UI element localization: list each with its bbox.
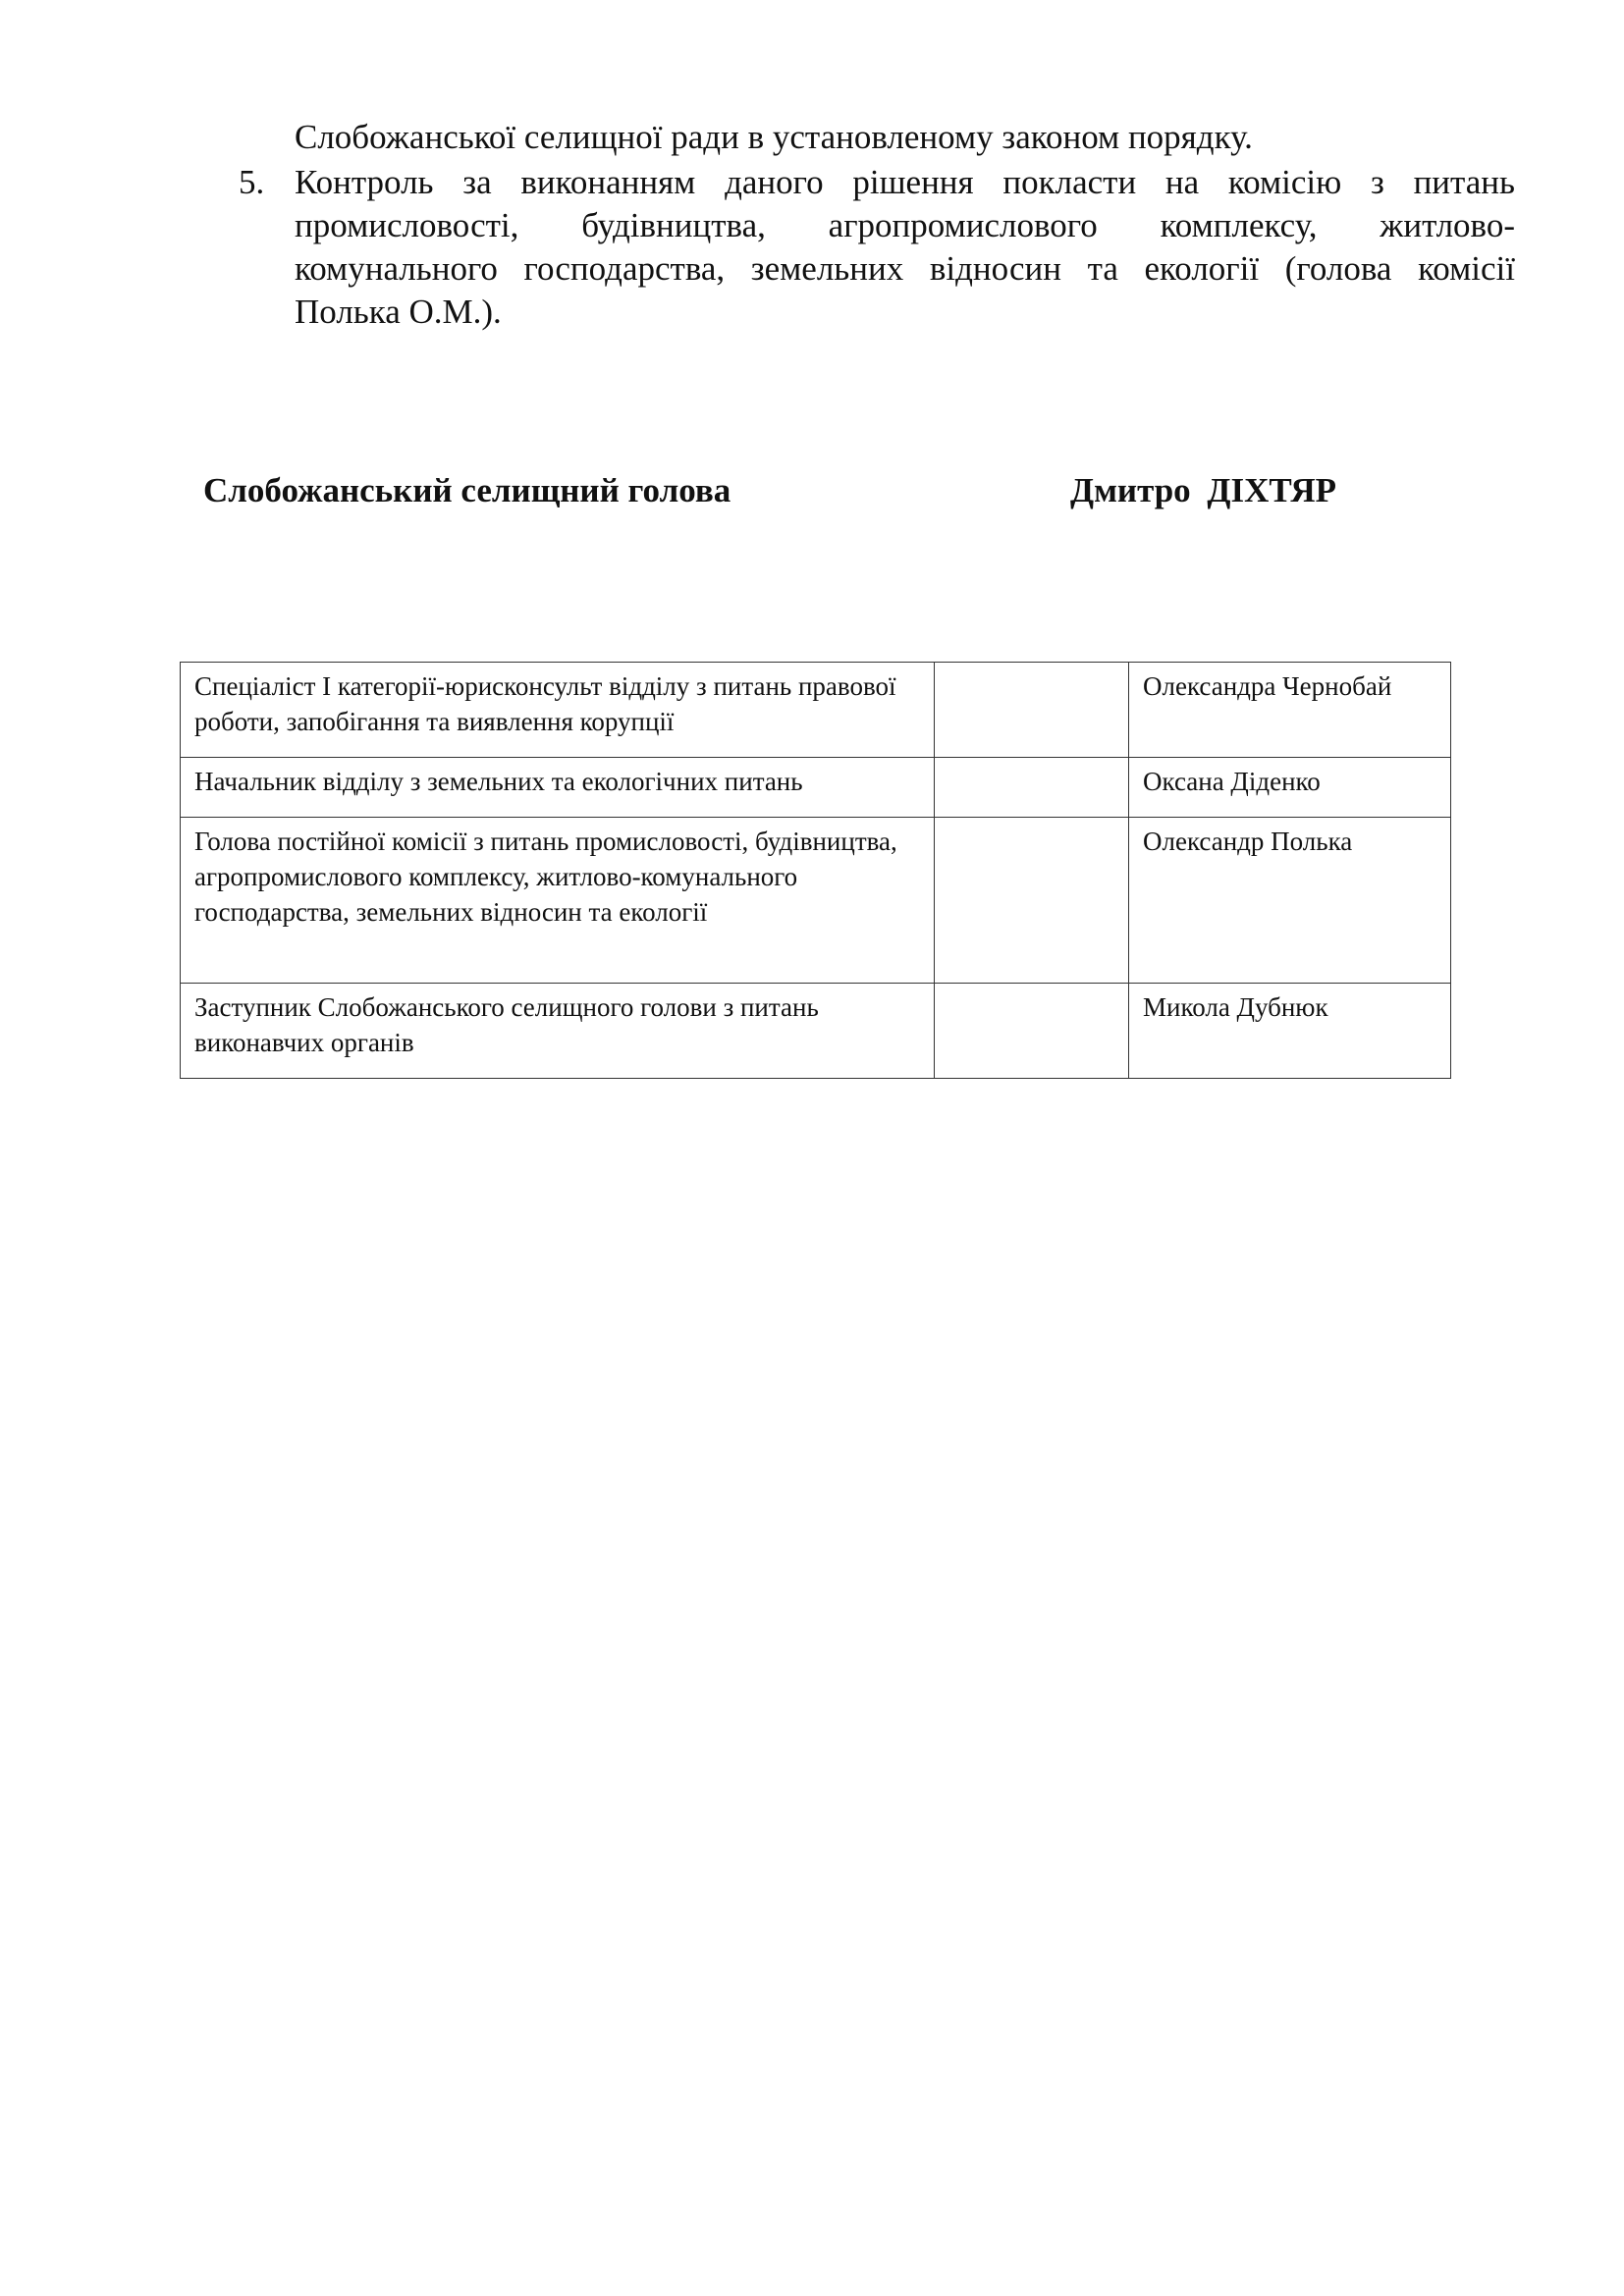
- approver-name: Олександр Полька: [1129, 818, 1451, 984]
- approver-signature-cell: [935, 663, 1129, 758]
- list-item-line: промисловості, будівництва, агропромислового комплексу, житлово-: [295, 206, 1515, 244]
- list-item-text: [295, 161, 1515, 334]
- list-item-line: Контроль за виконанням даного рішення покласти на комісію з питань: [295, 163, 1515, 201]
- table-row: [181, 758, 1451, 818]
- list-item-line: Полька О.М.).: [295, 293, 502, 331]
- list-item-line: комунального господарства, земельних відносин та екології (голова комісії: [295, 249, 1515, 288]
- approver-position: Заступник Слобожанського селищного голови з питань виконавчих органів: [181, 984, 935, 1079]
- approver-signature-cell: [935, 818, 1129, 984]
- approvals-table: [180, 662, 1451, 1079]
- table-row: [181, 663, 1451, 758]
- approver-name: Олександра Чернобай: [1129, 663, 1451, 758]
- signature-title: Слобожанський селищний голова: [203, 471, 731, 509]
- approver-signature-cell: [935, 984, 1129, 1079]
- approver-signature-cell: [935, 758, 1129, 818]
- signature-name: Дмитро ДІХТЯР: [1070, 471, 1337, 509]
- approver-position: Голова постійної комісії з питань промисловості, будівництва, агропромислового комплексу, житлово-комунального господарства, земельних відносин та екології: [181, 818, 935, 984]
- list-item-number: 5.: [239, 163, 265, 201]
- table-row: [181, 818, 1451, 984]
- approver-position: Спеціаліст І категорії-юрисконсульт відділу з питань правової роботи, запобігання та виявлення корупції: [181, 663, 935, 758]
- approver-position: Начальник відділу з земельних та екологічних питань: [181, 758, 935, 818]
- approver-name: Микола Дубнюк: [1129, 984, 1451, 1079]
- table-row: [181, 984, 1451, 1079]
- approver-name: Оксана Діденко: [1129, 758, 1451, 818]
- item4-continuation-text: Слобожанської селищної ради в установленому законом порядку.: [295, 118, 1253, 156]
